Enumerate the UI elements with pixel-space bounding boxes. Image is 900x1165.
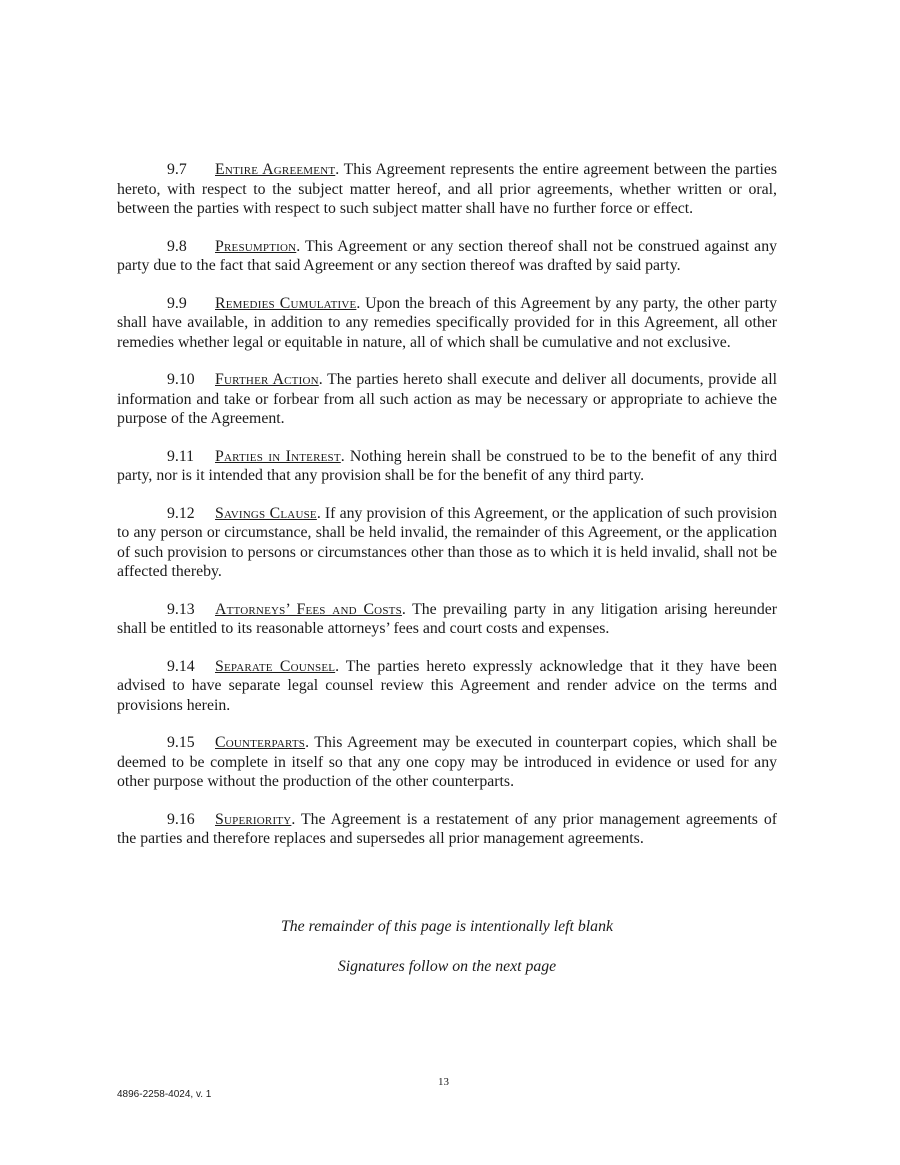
section-number: 9.7 [167, 161, 187, 178]
section-heading: Separate Counsel [215, 657, 336, 675]
section-text: . This Agreement represents the entire agreement between the parties hereto, with respect to the subject matter hereof, and all prior agreements, whether written or oral, between the parties with respect to such subject matter shall have no further force or effect. [117, 161, 778, 217]
section-number: 9.15 [167, 734, 195, 751]
section-text: . The parties hereto expressly acknowledge that it they have been advised to have separate legal counsel review this Agreement and render advice on the terms and provisions herein. [117, 657, 777, 714]
section-number: 9.12 [167, 504, 195, 522]
sections-container [117, 160, 777, 849]
section-9-11 [117, 447, 777, 486]
section-text: . If any provision of this Agreement, or the application of such provision to any person or circumstance, shall be held invalid, the remainder of this Agreement, or the application of such provision to persons or circumstances other than those as to which it is held invalid, shall not be affected thereby. [117, 504, 777, 580]
section-heading: Further Action [215, 371, 319, 388]
section-text: . This Agreement or any section thereof shall not be construed against any party due to the fact that said Agreement or any section thereof was drafted by said party. [117, 237, 777, 274]
section-heading: Parties in Interest [215, 447, 341, 465]
section-heading: Savings Clause [215, 504, 317, 522]
section-9-7 [117, 160, 777, 219]
section-number: 9.10 [167, 371, 195, 388]
section-number: 9.13 [167, 600, 195, 618]
page-number: 13 [438, 1076, 449, 1088]
section-text: . Nothing herein shall be construed to be to the benefit of any third party, nor is it intended that any provision shall be for the benefit of any third party. [117, 447, 778, 484]
section-number: 9.14 [167, 657, 195, 675]
section-heading: Superiority [215, 810, 292, 828]
section-9-16 [117, 810, 777, 849]
section-text: . This Agreement may be executed in counterpart copies, which shall be deemed to be complete in itself so that any one copy may be introduced in evidence or used for any other purpose without the production of the other counterparts. [117, 734, 777, 790]
section-text: . The prevailing party in any litigation arising hereunder shall be entitled to its reasonable attorneys’ fees and court costs and expenses. [117, 600, 777, 637]
section-9-9 [117, 294, 777, 353]
section-heading: Entire Agreement [215, 161, 336, 178]
section-heading: Remedies Cumulative [215, 294, 357, 312]
section-heading: Presumption [215, 237, 297, 255]
document-id: 4896-2258-4024, v. 1 [117, 1089, 212, 1100]
section-text: . The Agreement is a restatement of any prior management agreements of the parties and therefore replaces and supersedes all prior management agreements. [117, 810, 777, 847]
section-9-8 [117, 237, 777, 276]
section-text: . Upon the breach of this Agreement by any party, the other party shall have available, in addition to any remedies specifically provided for in this Agreement, all other remedies whether legal or equitable in nature, all of which shall be cumulative and not exclusive. [117, 294, 777, 351]
section-number: 9.11 [167, 447, 195, 465]
section-number: 9.16 [167, 810, 195, 828]
section-9-13 [117, 600, 777, 639]
signatures-note: Signatures follow on the next page [337, 958, 557, 975]
section-number: 9.8 [167, 237, 187, 255]
section-heading: Counterparts [215, 734, 306, 751]
section-9-12 [117, 504, 777, 582]
section-9-10 [117, 370, 777, 429]
section-9-14 [117, 657, 777, 716]
section-number: 9.9 [167, 294, 187, 312]
section-9-15 [117, 733, 777, 792]
document-page [117, 160, 778, 975]
section-text: . The parties hereto shall execute and deliver all documents, provide all information and take or forbear from all such action as may be necessary or appropriate to achieve the purpose of the Agreement. [117, 371, 777, 427]
blank-page-note: The remainder of this page is intentionally left blank [281, 918, 613, 935]
section-heading: Attorneys’ Fees and Costs [215, 600, 402, 618]
